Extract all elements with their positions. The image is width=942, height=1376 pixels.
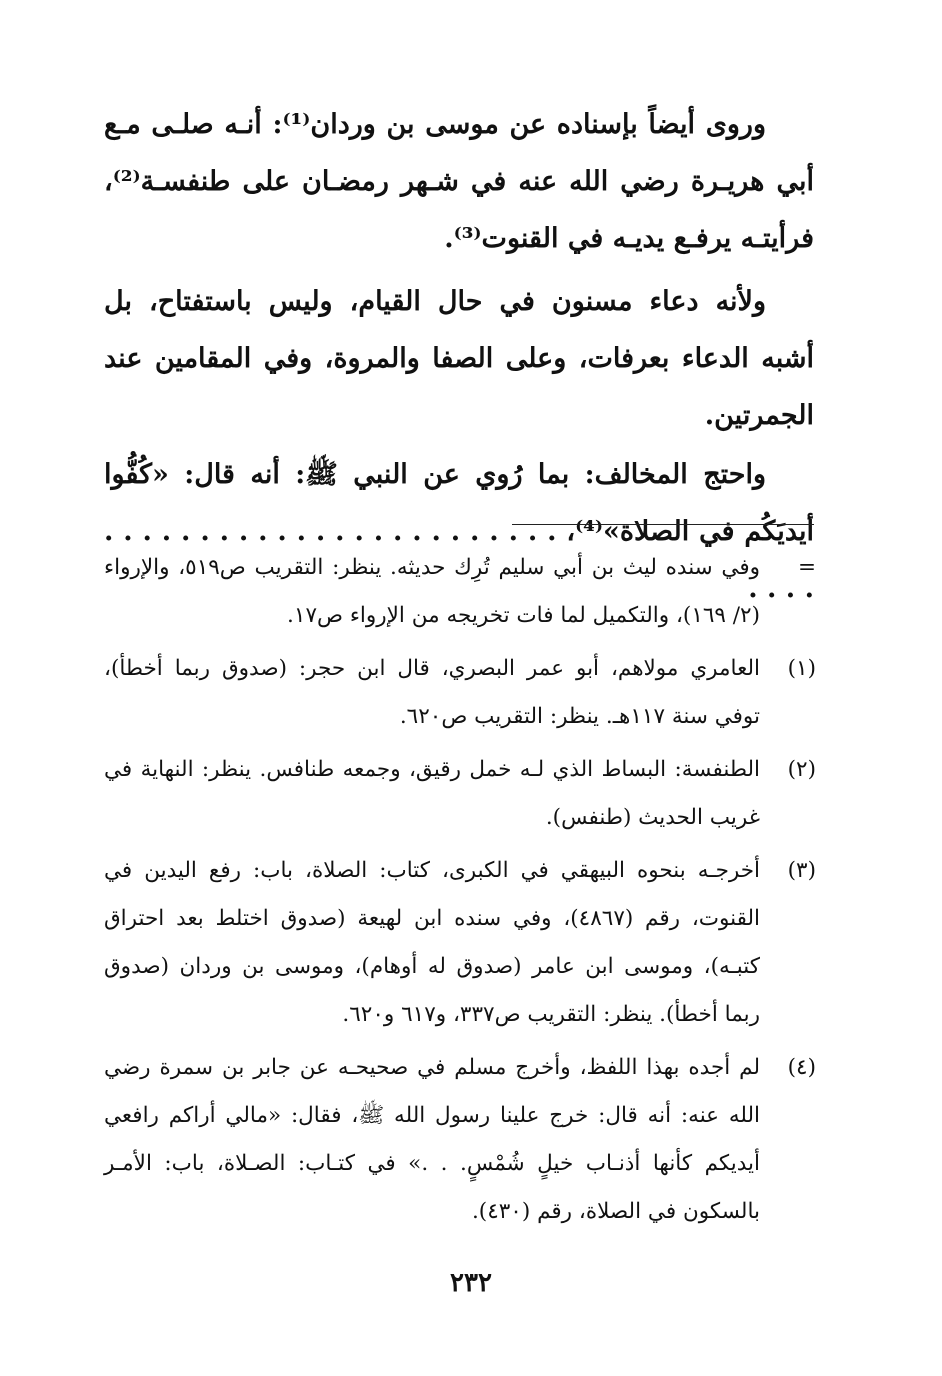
footnote-mark: (٤) (787, 1055, 816, 1080)
footnote-text: وفي سنده ليث بن أبي سليم تُرِك حديثه. ينظر: التقريب ص٥١٩، والإرواء (٢/ ١٦٩)، والتكميل لما فات تخريجه من الإرواء ص١٧. (104, 555, 761, 628)
footnote-text: أخرجـه بنحوه البيهقي في الكبرى، كتاب: الصلاة، باب: رفع اليدين في القنوت، رقم (٤٨٦٧)، وفي سنده ابن لهيعة (صدوق اختلط بعد احتراق كتبـه)، وموسى ابن عامر (صدوق له أوهام)، وموسى بن وردان (صدوق ربما أخطأ). ينظر: التقريب ص٣٣٧، و٦١٧ و٦٢٠. (104, 858, 760, 1027)
footnote-continued (104, 544, 816, 640)
footnote-2 (104, 746, 816, 842)
footnote-text: العامري مولاهم، أبو عمر البصري، قال ابن حجر: (صدوق ربما أخطأ)، توفي سنة ١١٧هـ. ينظر: التقريب ص٦٢٠. (104, 656, 760, 729)
footnote-1 (104, 645, 816, 741)
footnote-4 (104, 1044, 816, 1236)
footnote-3 (104, 847, 816, 1039)
paragraph-1: وروى أيضاً بإسناده عن موسى بن وردان⁽¹⁾: أنـه صلـى مـع أبي هريـرة رضي الله عنه في شـهر رمضـان على طنفسـة⁽²⁾، فرأيتـه يرفـع يديـه في القنوت⁽³⁾. (104, 109, 814, 254)
footnote-mark: (٣) (787, 858, 816, 883)
footnote-mark: = (797, 555, 816, 580)
footnote-text: الطنفسة: البساط الذي لـه خمل رقيق، وجمعه طنافس. ينظر: النهاية في غريب الحديث (طنفس). (104, 757, 760, 830)
footnote-mark: (١) (787, 656, 816, 681)
footnote-separator (512, 524, 814, 525)
paragraph-3: واحتج المخالف: بما رُوي عن النبي ﷺ: أنه قال: «كُفُّوا أيديَكُم في الصلاة»⁽⁴⁾، . . . . . . . . . . . . . . . . . . . . . . . . . . . . (104, 459, 815, 604)
footnote-mark: (٢) (787, 757, 816, 782)
footnote-text: لم أجده بهذا اللفظ، وأخرج مسلم في صحيحـه عن جابر بن سمرة رضي الله عنه: أنه قال: خرج علينا رسول الله ﷺ، فقال: «مالي أراكم رافعي أيديكم كأنها أذنـاب خيلٍ شُمْسٍ. . .» في كتـاب: الصـلاة، باب: الأمـر بالسكون في الصلاة، رقم (٤٣٠). (104, 1055, 760, 1224)
paragraph-2: ولأنه دعاء مسنون في حال القيام، وليس باستفتاح، بل أشبه الدعاء بعرفات، وعلى الصفا والمروة، وفي المقامين عند الجمرتين. (104, 286, 814, 431)
main-text (104, 96, 814, 619)
page-number: ٢٣٢ (450, 1268, 492, 1298)
footnotes (104, 544, 816, 1236)
